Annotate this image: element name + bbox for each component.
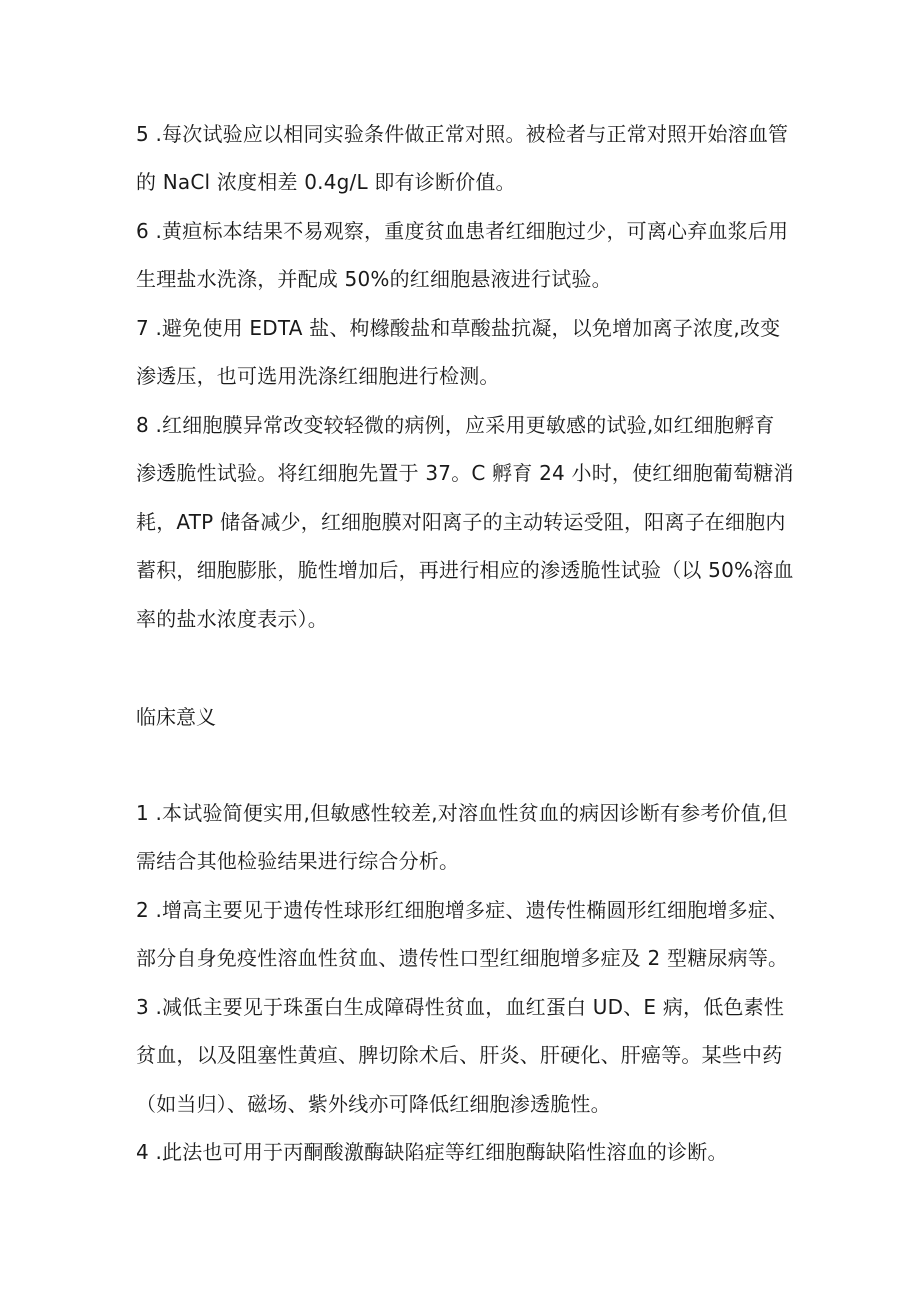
text-line: 1 .本试验简便实用,但敏感性较差,对溶血性贫血的病因诊断有参考价值,但 [136, 801, 788, 825]
text-line: 需结合其他检验结果进行综合分析。 [136, 849, 460, 873]
text-line: 贫血，以及阻塞性黄疸、脾切除术后、肝炎、肝硬化、肝癌等。某些中药 [136, 1043, 783, 1067]
text-line: 7 .避免使用 EDTA 盐、枸橼酸盐和草酸盐抗凝，以免增加离子浓度,改变 [136, 316, 781, 340]
text-line: 6 .黄疸标本结果不易观察，重度贫血患者红细胞过少，可离心弃血浆后用 [136, 219, 789, 243]
text-line: 2 .增高主要见于遗传性球形红细胞增多症、遗传性椭圆形红细胞增多症、 [136, 898, 789, 922]
text-line: 5 .每次试验应以相同实验条件做正常对照。被检者与正常对照开始溶血管 [136, 122, 789, 146]
text-line: 率的盐水浓度表示）。 [136, 607, 328, 631]
text-line: 4 .此法也可用于丙酮酸激酶缺陷症等红细胞酶缺陷性溶血的诊断。 [136, 1140, 728, 1164]
text-line: 耗，ATP 储备减少，红细胞膜对阳离子的主动转运受阻，阳离子在细胞内 [136, 510, 786, 534]
text-line: 蓄积，细胞膨胀，脆性增加后，再进行相应的渗透脆性试验（以 50%溶血 [136, 558, 794, 582]
text-line: 部分自身免疫性溶血性贫血、遗传性口型红细胞增多症及 2 型糖尿病等。 [136, 946, 789, 970]
section-heading: 临床意义 [136, 705, 216, 729]
text-line: 的 NaCl 浓度相差 0.4g/L 即有诊断价值。 [136, 170, 516, 194]
text-line: （如当归）、磁场、紫外线亦可降低红细胞渗透脆性。 [136, 1092, 611, 1116]
text-line: 8 .红细胞膜异常改变较轻微的病例，应采用更敏感的试验,如红细胞孵育 [136, 413, 775, 437]
text-line: 3 .减低主要见于珠蛋白生成障碍性贫血，血红蛋白 UD、E 病，低色素性 [136, 995, 785, 1019]
text-line: 渗透压，也可选用洗涤红细胞进行检测。 [136, 364, 500, 388]
text-line: 渗透脆性试验。将红细胞先置于 37。C 孵育 24 小时，使红细胞葡萄糖消 [136, 461, 794, 485]
text-line: 生理盐水洗涤，并配成 50%的红细胞悬液进行试验。 [136, 267, 612, 291]
